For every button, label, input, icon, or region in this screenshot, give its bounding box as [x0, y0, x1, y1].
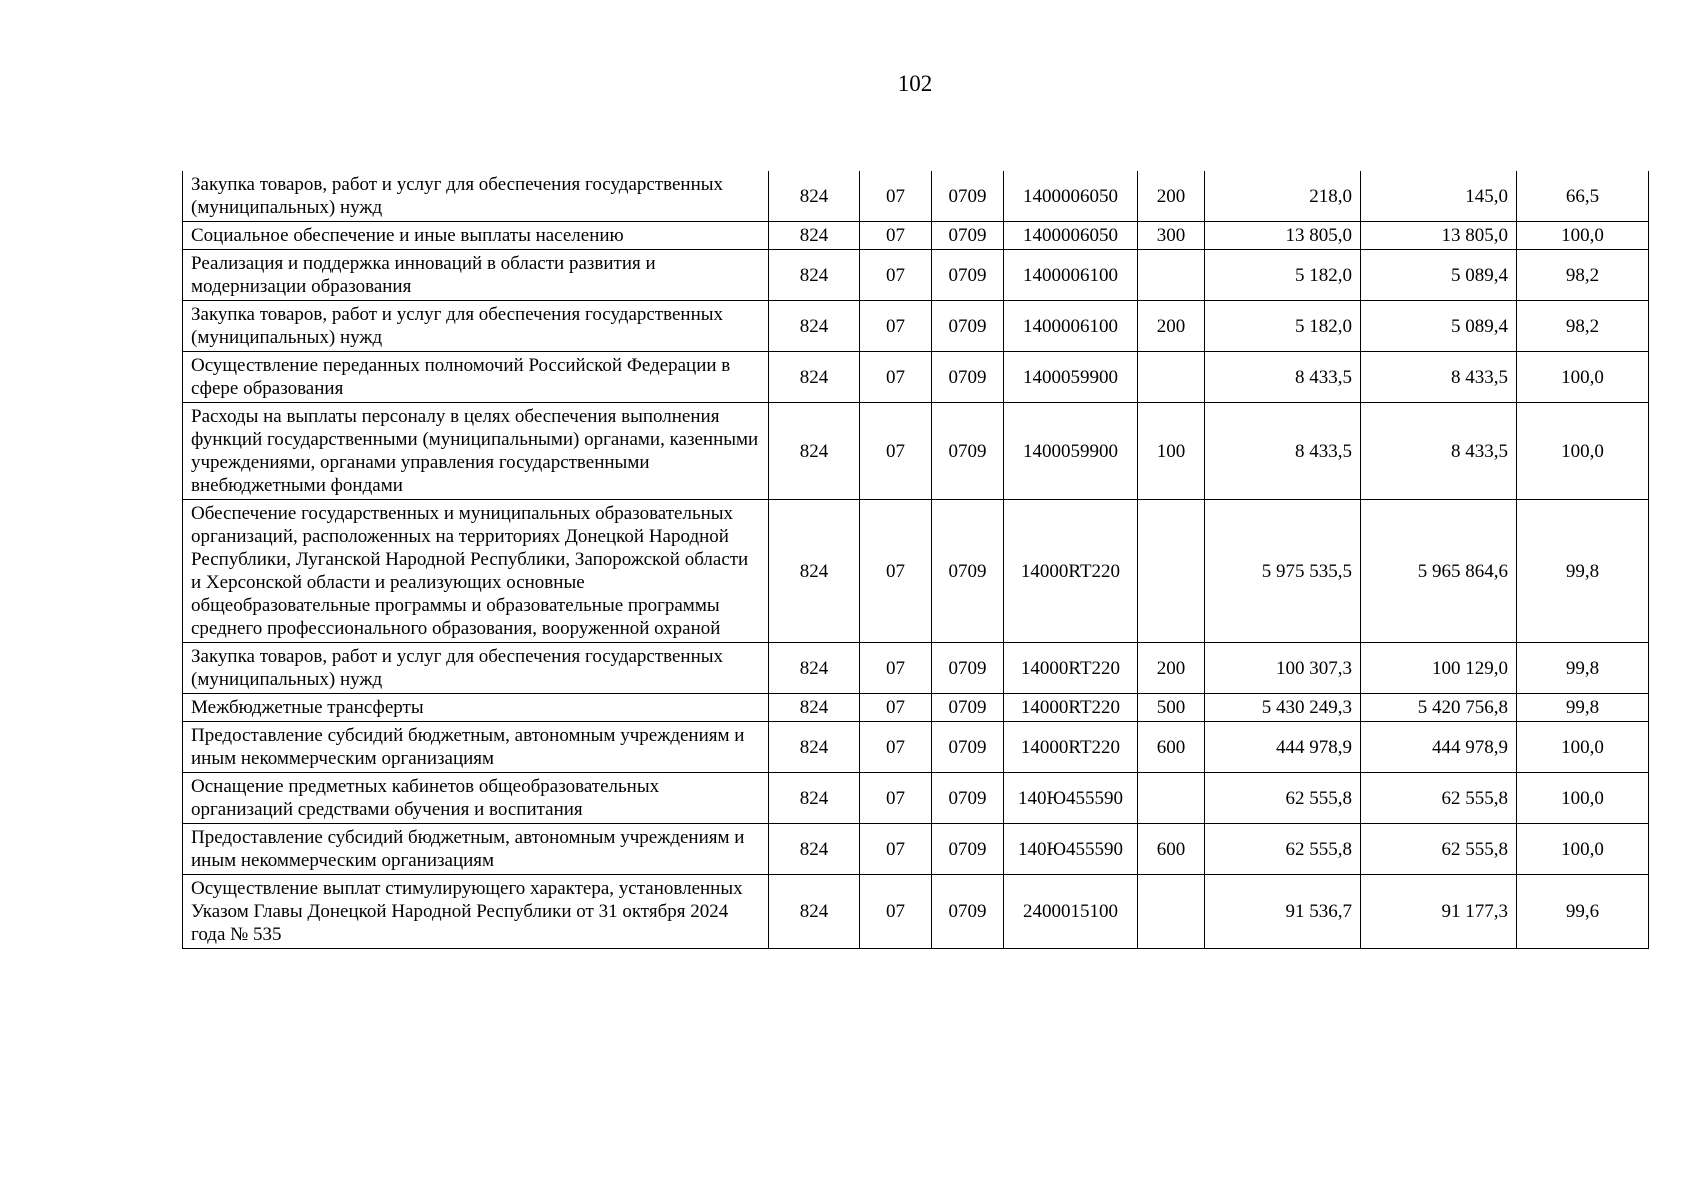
row-name: Закупка товаров, работ и услуг для обеспечения государственных (муниципальных) нужд	[183, 643, 769, 694]
section-code: 07	[860, 403, 932, 500]
row-name: Реализация и поддержка инноваций в области развития и модернизации образования	[183, 250, 769, 301]
expense-type-code: 100	[1138, 403, 1205, 500]
execution-percent: 100,0	[1517, 824, 1649, 875]
expense-type-code: 600	[1138, 824, 1205, 875]
plan-amount: 8 433,5	[1205, 352, 1361, 403]
plan-amount: 62 555,8	[1205, 773, 1361, 824]
section-code: 07	[860, 694, 932, 722]
fact-amount: 8 433,5	[1361, 352, 1517, 403]
fact-amount: 62 555,8	[1361, 824, 1517, 875]
grbs-code: 824	[769, 824, 860, 875]
table-row	[183, 301, 1649, 352]
execution-percent: 100,0	[1517, 222, 1649, 250]
row-name: Обеспечение государственных и муниципальных образовательных организаций, расположенных на территориях Донецкой Народной Республики, Луганской Народной Республики, Запорожской области и Херсонской области и реализующих основные общеобразовательные программы и образовательные программы среднего профессионального образования, вооруженной охраной	[183, 500, 769, 643]
expense-type-code	[1138, 875, 1205, 949]
row-name: Осуществление выплат стимулирующего характера, установленных Указом Главы Донецкой Народной Республики от 31 октября 2024 года № 535	[183, 875, 769, 949]
section-code: 07	[860, 222, 932, 250]
plan-amount: 8 433,5	[1205, 403, 1361, 500]
plan-amount: 5 182,0	[1205, 301, 1361, 352]
grbs-code: 824	[769, 403, 860, 500]
target-code: 14000RT220	[1004, 694, 1138, 722]
grbs-code: 824	[769, 875, 860, 949]
section-code: 07	[860, 875, 932, 949]
target-code: 1400006100	[1004, 301, 1138, 352]
plan-amount: 5 975 535,5	[1205, 500, 1361, 643]
expense-type-code: 200	[1138, 301, 1205, 352]
plan-amount: 100 307,3	[1205, 643, 1361, 694]
plan-amount: 218,0	[1205, 171, 1361, 222]
target-code: 140Ю455590	[1004, 773, 1138, 824]
row-name: Осуществление переданных полномочий Российской Федерации в сфере образования	[183, 352, 769, 403]
subsection-code: 0709	[932, 352, 1004, 403]
section-code: 07	[860, 171, 932, 222]
expense-type-code	[1138, 500, 1205, 643]
grbs-code: 824	[769, 352, 860, 403]
execution-percent: 100,0	[1517, 773, 1649, 824]
subsection-code: 0709	[932, 694, 1004, 722]
subsection-code: 0709	[932, 875, 1004, 949]
target-code: 1400006050	[1004, 171, 1138, 222]
section-code: 07	[860, 352, 932, 403]
subsection-code: 0709	[932, 301, 1004, 352]
grbs-code: 824	[769, 222, 860, 250]
row-name: Расходы на выплаты персоналу в целях обеспечения выполнения функций государственными (муниципальными) органами, казенными учреждениями, органами управления государственными внебюджетными фондами	[183, 403, 769, 500]
row-name: Предоставление субсидий бюджетным, автономным учреждениям и иным некоммерческим организациям	[183, 722, 769, 773]
execution-percent: 100,0	[1517, 722, 1649, 773]
table-row	[183, 500, 1649, 643]
section-code: 07	[860, 643, 932, 694]
target-code: 140Ю455590	[1004, 824, 1138, 875]
subsection-code: 0709	[932, 403, 1004, 500]
subsection-code: 0709	[932, 222, 1004, 250]
execution-percent: 99,6	[1517, 875, 1649, 949]
execution-percent: 98,2	[1517, 301, 1649, 352]
grbs-code: 824	[769, 722, 860, 773]
target-code: 14000RT220	[1004, 643, 1138, 694]
expense-type-code: 500	[1138, 694, 1205, 722]
target-code: 14000RT220	[1004, 722, 1138, 773]
execution-percent: 100,0	[1517, 352, 1649, 403]
fact-amount: 5 089,4	[1361, 250, 1517, 301]
fact-amount: 100 129,0	[1361, 643, 1517, 694]
section-code: 07	[860, 773, 932, 824]
table-row	[183, 643, 1649, 694]
section-code: 07	[860, 722, 932, 773]
subsection-code: 0709	[932, 250, 1004, 301]
table-row	[183, 875, 1649, 949]
fact-amount: 5 965 864,6	[1361, 500, 1517, 643]
subsection-code: 0709	[932, 643, 1004, 694]
execution-percent: 66,5	[1517, 171, 1649, 222]
fact-amount: 444 978,9	[1361, 722, 1517, 773]
row-name: Предоставление субсидий бюджетным, автономным учреждениям и иным некоммерческим организациям	[183, 824, 769, 875]
expense-type-code: 200	[1138, 171, 1205, 222]
table-row	[183, 773, 1649, 824]
execution-percent: 100,0	[1517, 403, 1649, 500]
expense-type-code	[1138, 250, 1205, 301]
plan-amount: 91 536,7	[1205, 875, 1361, 949]
target-code: 1400059900	[1004, 403, 1138, 500]
expense-type-code: 300	[1138, 222, 1205, 250]
page-number: 102	[897, 71, 933, 96]
budget-table	[182, 171, 1649, 949]
subsection-code: 0709	[932, 773, 1004, 824]
target-code: 2400015100	[1004, 875, 1138, 949]
target-code: 1400059900	[1004, 352, 1138, 403]
execution-percent: 99,8	[1517, 643, 1649, 694]
fact-amount: 5 420 756,8	[1361, 694, 1517, 722]
table-row	[183, 171, 1649, 222]
section-code: 07	[860, 824, 932, 875]
expense-type-code: 200	[1138, 643, 1205, 694]
target-code: 1400006050	[1004, 222, 1138, 250]
grbs-code: 824	[769, 643, 860, 694]
section-code: 07	[860, 500, 932, 643]
table-row	[183, 403, 1649, 500]
row-name: Социальное обеспечение и иные выплаты населению	[183, 222, 769, 250]
row-name: Закупка товаров, работ и услуг для обеспечения государственных (муниципальных) нужд	[183, 171, 769, 222]
table-row	[183, 222, 1649, 250]
grbs-code: 824	[769, 500, 860, 643]
table-row	[183, 250, 1649, 301]
grbs-code: 824	[769, 171, 860, 222]
target-code: 14000RT220	[1004, 500, 1138, 643]
plan-amount: 5 430 249,3	[1205, 694, 1361, 722]
row-name: Закупка товаров, работ и услуг для обеспечения государственных (муниципальных) нужд	[183, 301, 769, 352]
execution-percent: 99,8	[1517, 500, 1649, 643]
row-name: Оснащение предметных кабинетов общеобразовательных организаций средствами обучения и воспитания	[183, 773, 769, 824]
expense-type-code	[1138, 773, 1205, 824]
table-row	[183, 722, 1649, 773]
grbs-code: 824	[769, 301, 860, 352]
target-code: 1400006100	[1004, 250, 1138, 301]
subsection-code: 0709	[932, 171, 1004, 222]
plan-amount: 62 555,8	[1205, 824, 1361, 875]
fact-amount: 91 177,3	[1361, 875, 1517, 949]
table-row	[183, 824, 1649, 875]
fact-amount: 8 433,5	[1361, 403, 1517, 500]
execution-percent: 99,8	[1517, 694, 1649, 722]
fact-amount: 5 089,4	[1361, 301, 1517, 352]
section-code: 07	[860, 301, 932, 352]
expense-type-code	[1138, 352, 1205, 403]
table-row	[183, 694, 1649, 722]
subsection-code: 0709	[932, 824, 1004, 875]
fact-amount: 13 805,0	[1361, 222, 1517, 250]
fact-amount: 62 555,8	[1361, 773, 1517, 824]
execution-percent: 98,2	[1517, 250, 1649, 301]
grbs-code: 824	[769, 773, 860, 824]
plan-amount: 13 805,0	[1205, 222, 1361, 250]
row-name: Межбюджетные трансферты	[183, 694, 769, 722]
plan-amount: 444 978,9	[1205, 722, 1361, 773]
fact-amount: 145,0	[1361, 171, 1517, 222]
section-code: 07	[860, 250, 932, 301]
grbs-code: 824	[769, 250, 860, 301]
subsection-code: 0709	[932, 722, 1004, 773]
grbs-code: 824	[769, 694, 860, 722]
plan-amount: 5 182,0	[1205, 250, 1361, 301]
expense-type-code: 600	[1138, 722, 1205, 773]
table-row	[183, 352, 1649, 403]
subsection-code: 0709	[932, 500, 1004, 643]
